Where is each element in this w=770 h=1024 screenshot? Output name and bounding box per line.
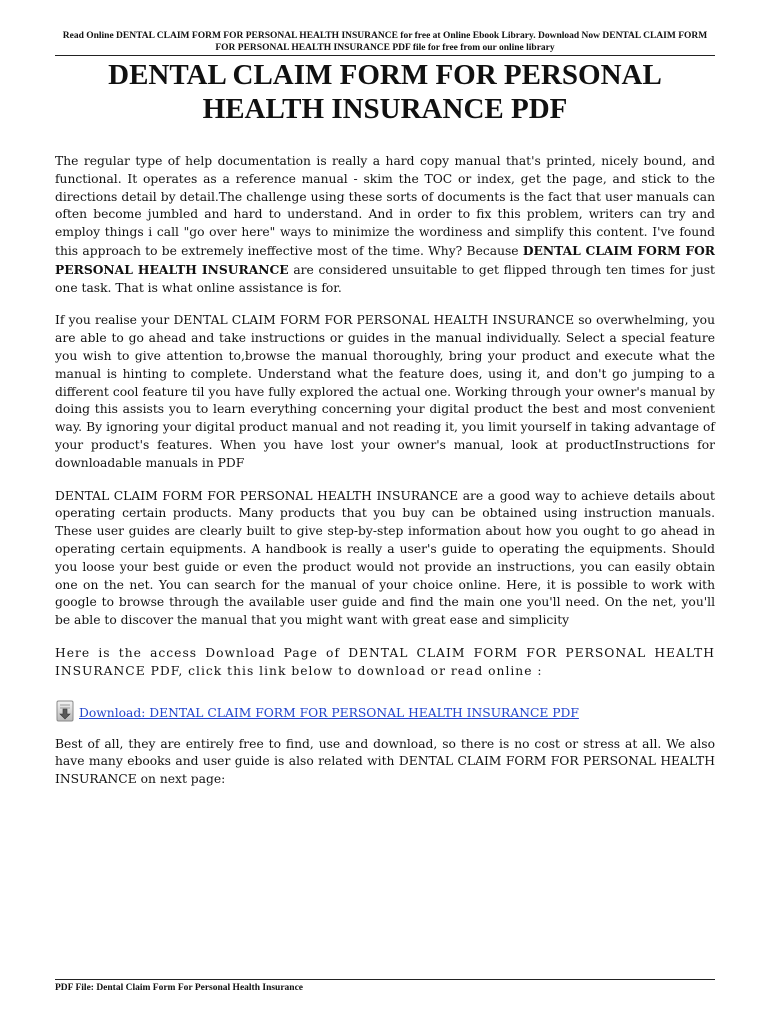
paragraph-access: Here is the access Download Page of DENTAL CLAIM FORM FOR PERSONAL HEALTH INSURANCE PDF, click this link below to download or read online : [55, 645, 715, 678]
download-icon[interactable] [55, 700, 77, 722]
paragraph-intro-tail: are considered unsuitable to get flipped through ten times for just one task. That is what online assistance is for. [55, 262, 715, 295]
download-row[interactable] [55, 696, 715, 722]
paragraph-intro-text: The regular type of help documentation is really a hard copy manual that's printed, nicely bound, and functional. It operates as a reference manual - skim the TOC or index, get the page, and stick to the directions detail by detail.The challenge using these sorts of documents is the fact that user manuals can often become jumbled and hard to understand. And in order to fix this problem, writers can try and employ things i call "go over here" ways to minimize the wordiness and simplify this content. I've found this approach to be extremely ineffective most of the time. Why? Because [55, 154, 715, 258]
download-link[interactable]: Download: DENTAL CLAIM FORM FOR PERSONAL HEALTH INSURANCE PDF [79, 705, 579, 720]
page-title: DENTAL CLAIM FORM FOR PERSONAL HEALTH INSURANCE PDF [108, 59, 662, 125]
footer-divider [55, 979, 715, 980]
paragraph-details: DENTAL CLAIM FORM FOR PERSONAL HEALTH INSURANCE are a good way to achieve details about operating certain products. Many products that you buy can be obtained using instruction manuals. These user guides are clearly built to give step-by-step information about how you ought to go ahead in operating certain equipments. A handbook is really a user's guide to operating the equipments. Should you loose your best guide or even the product would not provide an instructions, you can easily obtain one on the net. You can search for the manual of your choice online. Here, it is possible to work with google to browse through the available user guide and find the main one you'll need. On the net, you'll be able to discover the manual that you might want with great ease and simplicity [55, 488, 715, 628]
document-body [55, 153, 715, 804]
paragraph-overwhelming: If you realise your DENTAL CLAIM FORM FOR PERSONAL HEALTH INSURANCE so overwhelming, you are able to go ahead and take instructions or guides in the manual individually. Select a special feature you wish to give attention to,browse the manual thoroughly, bring your product and execute what the manual is hinting to complete. Understand what the feature does, using it, and don't go jumping to a different cool feature til you have fully explored the actual one. Working through your owner's manual by doing this assists you to learn everything concerning your digital product the best and most convenient way. By ignoring your digital product manual and not reading it, you limit yourself in taking advantage of your product's features. When you have lost your owner's manual, look at productInstructions for downloadable manuals in PDF [55, 313, 715, 470]
paragraph-intro [55, 153, 715, 297]
header-note: Read Online DENTAL CLAIM FORM FOR PERSONAL HEALTH INSURANCE for free at Online Ebook Library. Download Now DENTAL CLAIM FORM FOR PERSONAL HEALTH INSURANCE PDF file for free from our online library [62, 31, 708, 53]
paragraph-closing: Best of all, they are entirely free to find, use and download, so there is no cost or stress at all. We also have many ebooks and user guide is also related with DENTAL CLAIM FORM FOR PERSONAL HEALTH INSURANCE on next page: [55, 736, 715, 787]
footer-note: PDF File: Dental Claim Form For Personal Health Insurance [55, 983, 304, 993]
paragraph-intro-bold: DENTAL CLAIM FORM FOR PERSONAL HEALTH INSURANCE [55, 242, 715, 277]
header-divider [55, 55, 715, 56]
